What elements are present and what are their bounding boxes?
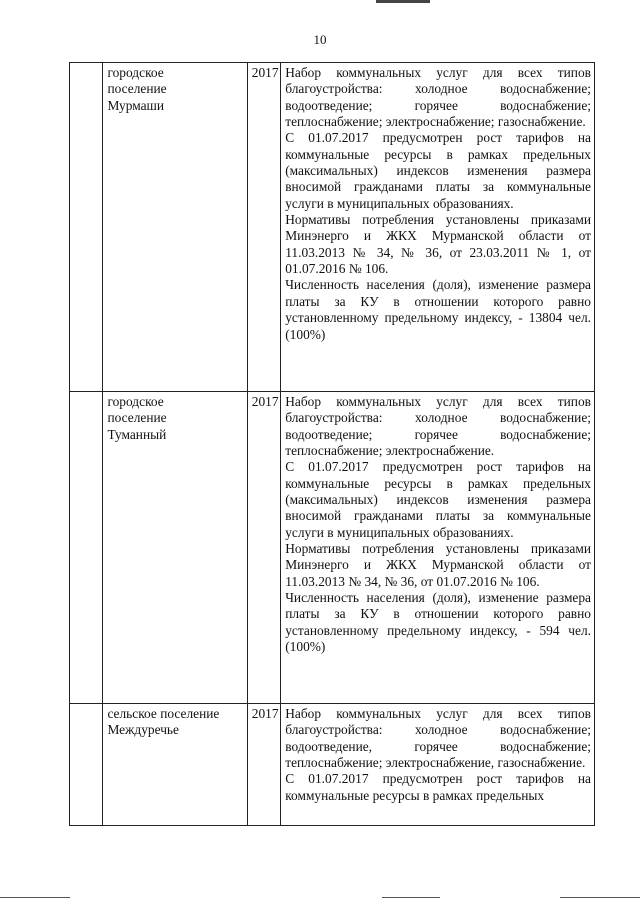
footer-rule — [560, 897, 640, 898]
description-paragraph: С 01.07.2017 предусмотрен рост тарифов на коммунальные ресурсы в рамках предельных — [285, 771, 591, 803]
settlement-cell — [103, 704, 247, 826]
description-paragraph: Нормативы потребления установлены приказами Минэнерго и ЖКХ Мурманской области от 11.03.2013 № 34, № 36, от 01.07.2016 № 106. — [285, 541, 591, 589]
description-paragraph: С 01.07.2017 предусмотрен рост тарифов на коммунальные ресурсы в рамках предельных (максимальных) индексов изменения размера вносимой гражданами платы за коммунальные услуги в муниципальных образованиях. — [285, 459, 591, 540]
settlement-line: городское — [107, 65, 164, 80]
description-paragraph: С 01.07.2017 предусмотрен рост тарифов на коммунальные ресурсы в рамках предельных (максимальных) индексов изменения размера вносимой гражданами платы за коммунальные услуги в муниципальных образованиях. — [285, 130, 591, 211]
scan-mark — [376, 0, 430, 3]
row-number-cell — [70, 704, 103, 826]
table-row — [70, 704, 595, 826]
year-cell: 2017 — [247, 704, 280, 826]
description-cell — [281, 392, 595, 704]
settlement-line: Мурмаши — [107, 97, 165, 113]
table-row — [70, 392, 595, 704]
description-paragraph: Набор коммунальных услуг для всех типов благоустройства: холодное водоснабжение; водоотведение; горячее водоснабжение; теплоснабжение; электроснабжение; газоснабжение. — [285, 65, 591, 130]
description-paragraph: Набор коммунальных услуг для всех типов благоустройства: холодное водоснабжение; водоотведение, горячее водоснабжение; теплоснабжение; электроснабжение, газоснабжение. — [285, 706, 591, 771]
footer-rule — [382, 897, 440, 898]
row-number-cell — [70, 392, 103, 704]
description-cell — [281, 63, 595, 392]
year-cell: 2017 — [247, 392, 280, 704]
description-paragraph: Численность населения (доля), изменение размера платы за КУ в отношении которого равно установленному предельному индексу, - 594 чел. (100%) — [285, 590, 591, 655]
footer-rule — [0, 897, 70, 898]
settlement-cell — [103, 392, 247, 704]
settlement-line: Междуречье — [107, 722, 179, 738]
page-number: 10 — [313, 32, 327, 47]
description-cell — [281, 704, 595, 826]
settlement-line: поселение — [107, 410, 167, 426]
tariff-table — [69, 62, 595, 826]
description-paragraph: Нормативы потребления установлены приказами Минэнерго и ЖКХ Мурманской области от 11.03.2013 № 34, № 36, от 23.03.2011 № 1, от 01.07.2016 № 106. — [285, 212, 591, 277]
year-cell: 2017 — [247, 63, 280, 392]
row-number-cell — [70, 63, 103, 392]
settlement-line: городское — [107, 394, 164, 409]
description-paragraph: Численность населения (доля), изменение размера платы за КУ в отношении которого равно установленному предельному индексу, - 13804 чел. (100%) — [285, 277, 591, 342]
settlement-line: Туманный — [107, 426, 167, 442]
description-paragraph: Набор коммунальных услуг для всех типов благоустройства: холодное водоснабжение; водоотведение; горячее водоснабжение; теплоснабжение; электроснабжение. — [285, 394, 591, 459]
table-row — [70, 63, 595, 392]
settlement-line: поселение — [107, 81, 167, 97]
settlement-cell — [103, 63, 247, 392]
settlement-line: сельское поселение — [107, 706, 220, 721]
